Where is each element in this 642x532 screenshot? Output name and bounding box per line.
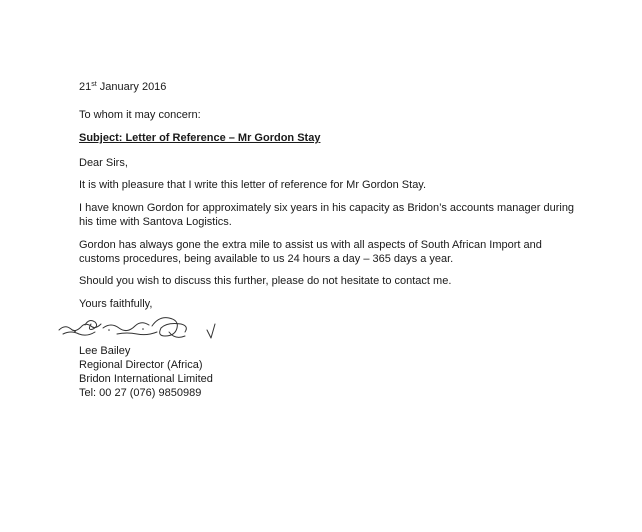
signer-company: Bridon International Limited bbox=[79, 373, 213, 385]
subject-line: Subject: Letter of Reference – Mr Gordon Stay bbox=[79, 132, 321, 144]
date-rest: January 2016 bbox=[96, 81, 167, 93]
closing: Yours faithfully, bbox=[79, 298, 153, 310]
date-day: 21 bbox=[79, 81, 92, 93]
signer-tel: Tel: 00 27 (076) 9850989 bbox=[79, 387, 202, 399]
paragraph-3-line-2: customs procedures, being available to us 24 hours a day – 365 days a year. bbox=[79, 253, 454, 265]
signer-name: Lee Bailey bbox=[79, 345, 131, 357]
paragraph-1: It is with pleasure that I write this letter of reference for Mr Gordon Stay. bbox=[79, 179, 427, 191]
paragraph-2-line-2: his time with Santova Logistics. bbox=[79, 216, 232, 228]
paragraph-4: Should you wish to discuss this further, please do not hesitate to contact me. bbox=[79, 275, 452, 287]
date-suffix: st bbox=[91, 81, 97, 88]
handwritten-signature-icon bbox=[57, 310, 247, 346]
letter-date bbox=[79, 80, 166, 94]
addressee: To whom it may concern: bbox=[79, 109, 201, 121]
paragraph-2-line-1: I have known Gordon for approximately six years in his capacity as Bridon’s accounts manager during bbox=[79, 202, 575, 214]
signer-title: Regional Director (Africa) bbox=[79, 359, 203, 371]
paragraph-3-line-1: Gordon has always gone the extra mile to assist us with all aspects of South African Import and bbox=[79, 239, 542, 251]
salutation: Dear Sirs, bbox=[79, 157, 128, 169]
